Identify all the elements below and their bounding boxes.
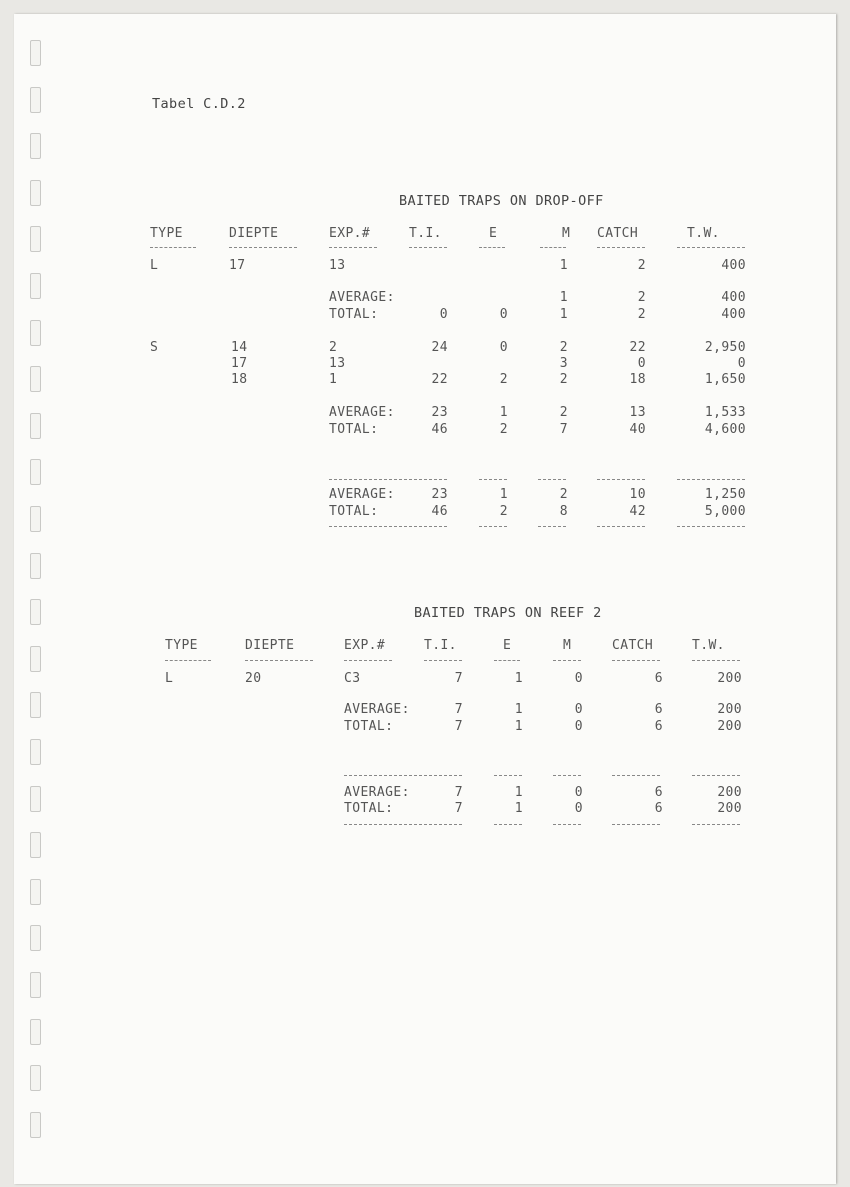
s2-summary-rule-top-tw [692, 775, 740, 776]
s2-g1-r0-exp: C3 [344, 671, 361, 686]
s1-g2-r0-ti: 24 [431, 340, 448, 355]
s2-header-exp: EXP.# [344, 638, 386, 653]
s1-g2-total-label: TOTAL: [329, 422, 379, 437]
s2-g1-average-catch: 6 [654, 702, 663, 717]
s1-summary-rule-bottom [329, 526, 447, 527]
s1-g1-total-e: 0 [499, 307, 508, 322]
s2-g1-r0-ti: 7 [454, 671, 463, 686]
s1-g1-r0-tw: 400 [721, 258, 746, 273]
s1-underline-type [150, 247, 196, 248]
s2-header-type: TYPE [165, 638, 198, 653]
s2-g1-r0-tw: 200 [717, 671, 742, 686]
s1-header-m: M [562, 226, 571, 241]
s1-g1-average-catch: 2 [637, 290, 646, 305]
s2-summary-average-ti: 7 [454, 785, 463, 800]
binding-hole [30, 1112, 41, 1138]
binding-hole [30, 646, 41, 672]
binding-hole [30, 879, 41, 905]
s1-g2-r0-tw: 2,950 [704, 340, 746, 355]
s1-underline-catch [597, 247, 645, 248]
s2-g1-r0-m: 0 [574, 671, 583, 686]
s2-g1-r0-diepte: 20 [245, 671, 262, 686]
s1-g2-average-tw: 1,533 [704, 405, 746, 420]
s1-g2-r0-exp: 2 [329, 340, 338, 355]
s2-summary-total-m: 0 [574, 801, 583, 816]
s1-g1-r0-type: L [150, 258, 159, 273]
s1-header-type: TYPE [150, 226, 183, 241]
s2-g1-total-catch: 6 [654, 719, 663, 734]
s1-g2-r0-e: 0 [499, 340, 508, 355]
s1-summary-average-tw: 1,250 [704, 487, 746, 502]
binding-hole [30, 180, 41, 206]
s2-underline-type [165, 660, 211, 661]
s2-g1-r0-catch: 6 [654, 671, 663, 686]
s1-g2-average-ti: 23 [431, 405, 448, 420]
s2-summary-total-ti: 7 [454, 801, 463, 816]
binding-hole [30, 320, 41, 346]
s1-g2-r1-catch: 0 [637, 356, 646, 371]
s1-g2-total-m: 7 [559, 422, 568, 437]
s1-g1-total-label: TOTAL: [329, 307, 379, 322]
s2-g1-total-e: 1 [514, 719, 523, 734]
s2-underline-ti [424, 660, 462, 661]
binding-hole [30, 413, 41, 439]
s1-header-exp: EXP.# [329, 226, 371, 241]
s1-g1-r0-catch: 2 [637, 258, 646, 273]
s2-g1-r0-type: L [165, 671, 174, 686]
s1-g2-r2-tw: 1,650 [704, 372, 746, 387]
s2-header-tw: T.W. [692, 638, 725, 653]
s1-header-tw: T.W. [687, 226, 720, 241]
s1-g2-r1-tw: 0 [737, 356, 746, 371]
binding-hole [30, 226, 41, 252]
binding-hole [30, 692, 41, 718]
s1-summary-rule-top-catch [597, 479, 645, 480]
s1-g2-total-catch: 40 [629, 422, 646, 437]
s1-summary-average-label: AVERAGE: [329, 487, 395, 502]
s1-g2-total-ti: 46 [431, 422, 448, 437]
s2-summary-average-tw: 200 [717, 785, 742, 800]
binding-hole [30, 366, 41, 392]
binding-hole [30, 739, 41, 765]
section1-title: BAITED TRAPS ON DROP-OFF [399, 193, 604, 209]
s1-g2-r1-m: 3 [559, 356, 568, 371]
s2-header-catch: CATCH [612, 638, 654, 653]
binding-hole [30, 832, 41, 858]
s2-g1-average-tw: 200 [717, 702, 742, 717]
s2-header-ti: T.I. [424, 638, 457, 653]
binding-hole [30, 40, 41, 66]
s2-summary-total-label: TOTAL: [344, 801, 394, 816]
s2-underline-exp [344, 660, 392, 661]
s1-g2-r2-diepte: 18 [231, 372, 248, 387]
s1-g2-r2-catch: 18 [629, 372, 646, 387]
s2-summary-rule-top-e [494, 775, 522, 776]
s1-g2-r1-exp: 13 [329, 356, 346, 371]
s2-g1-average-label: AVERAGE: [344, 702, 410, 717]
s1-g2-average-m: 2 [559, 405, 568, 420]
s2-underline-catch [612, 660, 660, 661]
s1-header-ti: T.I. [409, 226, 442, 241]
s1-g1-average-m: 1 [559, 290, 568, 305]
s1-header-catch: CATCH [597, 226, 639, 241]
s1-g2-r2-ti: 22 [431, 372, 448, 387]
s1-underline-m [540, 247, 566, 248]
s1-g2-average-catch: 13 [629, 405, 646, 420]
s2-summary-rule-bottom-m [553, 824, 581, 825]
s1-g1-r0-exp: 13 [329, 258, 346, 273]
binding-hole [30, 599, 41, 625]
s1-g2-r0-m: 2 [559, 340, 568, 355]
s2-summary-average-m: 0 [574, 785, 583, 800]
s1-g2-r0-type: S [150, 340, 159, 355]
s1-g1-total-catch: 2 [637, 307, 646, 322]
s2-g1-total-tw: 200 [717, 719, 742, 734]
s1-header-diepte: DIEPTE [229, 226, 279, 241]
s1-summary-average-e: 1 [499, 487, 508, 502]
s2-summary-rule-top-m [553, 775, 581, 776]
s1-summary-average-m: 2 [559, 487, 568, 502]
s1-underline-e [479, 247, 505, 248]
s1-g2-r0-catch: 22 [629, 340, 646, 355]
s1-summary-total-ti: 46 [431, 504, 448, 519]
binding-hole [30, 87, 41, 113]
binding-hole [30, 459, 41, 485]
binding-hole [30, 972, 41, 998]
s2-header-m: M [563, 638, 572, 653]
s1-summary-average-catch: 10 [629, 487, 646, 502]
s2-underline-m [553, 660, 581, 661]
s2-summary-total-tw: 200 [717, 801, 742, 816]
s1-underline-diepte [229, 247, 297, 248]
binding-hole [30, 133, 41, 159]
s2-g1-average-e: 1 [514, 702, 523, 717]
s2-summary-rule-top-catch [612, 775, 660, 776]
s1-summary-rule-bottom-tw [677, 526, 745, 527]
s2-header-diepte: DIEPTE [245, 638, 295, 653]
binding-hole [30, 506, 41, 532]
s1-g2-r2-exp: 1 [329, 372, 338, 387]
binding-hole [30, 553, 41, 579]
s1-underline-ti [409, 247, 447, 248]
s1-g2-r1-diepte: 17 [231, 356, 248, 371]
binding-hole [30, 1065, 41, 1091]
s1-g1-average-tw: 400 [721, 290, 746, 305]
s2-g1-r0-e: 1 [514, 671, 523, 686]
s2-g1-total-label: TOTAL: [344, 719, 394, 734]
s2-summary-average-label: AVERAGE: [344, 785, 410, 800]
s2-summary-rule-bottom-e [494, 824, 522, 825]
s1-g1-r0-m: 1 [559, 258, 568, 273]
binding-holes [30, 40, 44, 1160]
s1-summary-rule-top-m [538, 479, 566, 480]
s1-underline-exp [329, 247, 377, 248]
s1-g2-total-e: 2 [499, 422, 508, 437]
s1-g1-r0-diepte: 17 [229, 258, 246, 273]
s2-summary-rule-bottom [344, 824, 462, 825]
s1-summary-total-tw: 5,000 [704, 504, 746, 519]
s1-g1-total-ti: 0 [439, 307, 448, 322]
s2-summary-total-e: 1 [514, 801, 523, 816]
s1-g2-total-tw: 4,600 [704, 422, 746, 437]
binding-hole [30, 1019, 41, 1045]
s1-summary-total-label: TOTAL: [329, 504, 379, 519]
s1-summary-rule-bottom-catch [597, 526, 645, 527]
s2-summary-rule-top [344, 775, 462, 776]
s1-g1-total-m: 1 [559, 307, 568, 322]
section2-title: BAITED TRAPS ON REEF 2 [414, 605, 602, 621]
s1-g2-r2-e: 2 [499, 372, 508, 387]
s2-g1-total-ti: 7 [454, 719, 463, 734]
s1-g2-r0-diepte: 14 [231, 340, 248, 355]
binding-hole [30, 786, 41, 812]
s2-g1-average-m: 0 [574, 702, 583, 717]
s1-summary-average-ti: 23 [431, 487, 448, 502]
s1-summary-rule-bottom-e [479, 526, 507, 527]
binding-hole [30, 273, 41, 299]
s1-summary-rule-top-e [479, 479, 507, 480]
s1-header-e: E [489, 226, 498, 241]
binding-hole [30, 925, 41, 951]
page-title: Tabel C.D.2 [152, 96, 246, 112]
s2-summary-average-e: 1 [514, 785, 523, 800]
s1-summary-rule-top-tw [677, 479, 745, 480]
s1-summary-total-catch: 42 [629, 504, 646, 519]
s1-g2-average-label: AVERAGE: [329, 405, 395, 420]
s2-underline-diepte [245, 660, 313, 661]
s1-g1-average-label: AVERAGE: [329, 290, 395, 305]
s1-g2-average-e: 1 [499, 405, 508, 420]
s1-summary-total-m: 8 [559, 504, 568, 519]
s1-summary-rule-top [329, 479, 447, 480]
s2-summary-rule-bottom-catch [612, 824, 660, 825]
s2-underline-tw [692, 660, 740, 661]
s1-summary-rule-bottom-m [538, 526, 566, 527]
s2-g1-total-m: 0 [574, 719, 583, 734]
s2-g1-average-ti: 7 [454, 702, 463, 717]
s2-header-e: E [503, 638, 512, 653]
s1-g1-total-tw: 400 [721, 307, 746, 322]
s2-summary-total-catch: 6 [654, 801, 663, 816]
s1-g2-r2-m: 2 [559, 372, 568, 387]
s2-underline-e [494, 660, 520, 661]
s1-underline-tw [677, 247, 745, 248]
s2-summary-rule-bottom-tw [692, 824, 740, 825]
s1-summary-total-e: 2 [499, 504, 508, 519]
document-page [14, 14, 836, 1184]
s2-summary-average-catch: 6 [654, 785, 663, 800]
